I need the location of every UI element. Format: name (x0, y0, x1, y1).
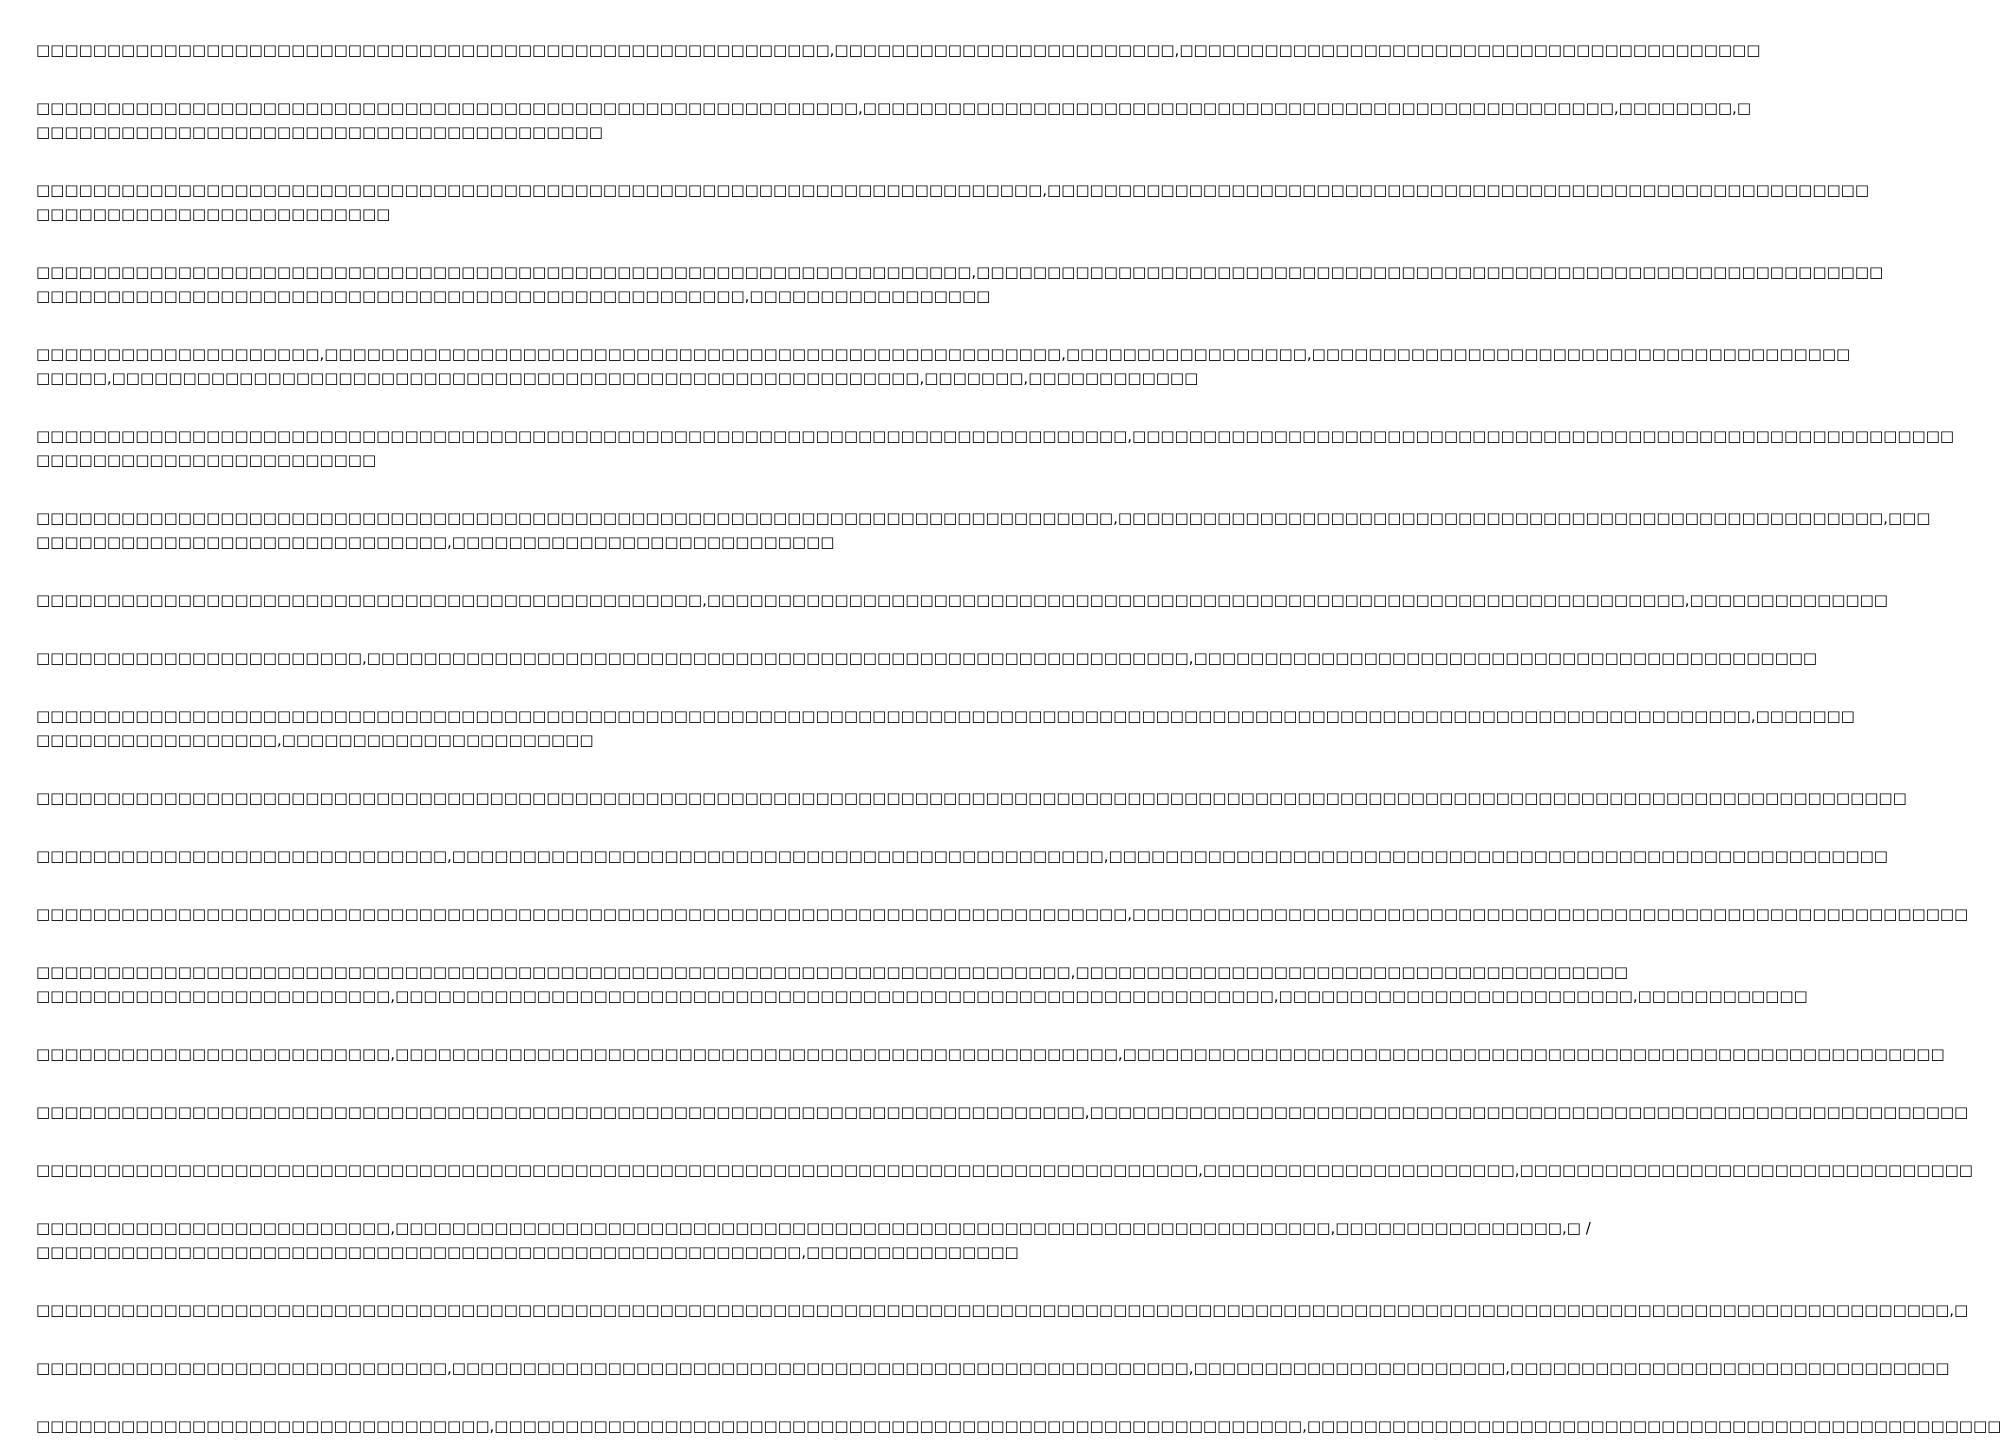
paragraph-8: □□□□□□□□□□□□□□□□□□□□□□□□□□□□□□□□□□□□□□□□□□□□□□□,□□□□□□□□□□□□□□□□□□□□□□□□□□□□□□□□□□□□□□□□□□□□□□□□□□□□□□□□□□□□□□□□□□□□□,□□□□□□□□□□□□□□ (36, 591, 1888, 609)
paragraph-17: □□□□□□□□□□□□□□□□□□□□□□□□□□□□□□□□□□□□□□□□□□□□□□□□□□□□□□□□□□□□□□□□□□□□□□□□□□□□□□□□□□,□□□□□□□□□□□□□□□□□□□□□□,□□□□□□□□□□□□□□□□□□□□□□□□□□□□□□□□ (36, 1161, 1973, 1179)
paragraph-19: □□□□□□□□□□□□□□□□□□□□□□□□□□□□□□□□□□□□□□□□□□□□□□□□□□□□□□□□□□□□□□□□□□□□□□□□□□□□□□□□□□□□□□□□□□□□□□□□□□□□□□□□□□□□□□□□□□□□□□□□□□□□□□□□□□□□□□□,□ (36, 1301, 1969, 1319)
paragraph-16: □□□□□□□□□□□□□□□□□□□□□□□□□□□□□□□□□□□□□□□□□□□□□□□□□□□□□□□□□□□□□□□□□□□□□□□□□□,□□□□□□□□□□□□□□□□□□□□□□□□□□□□□□□□□□□□□□□□□□□□□□□□□□□□□□□□□□□□□□ (36, 1103, 1969, 1121)
paragraph-20: □□□□□□□□□□□□□□□□□□□□□□□□□□□□□,□□□□□□□□□□□□□□□□□□□□□□□□□□□□□□□□□□□□□□□□□□□□□□□□□□□□,□□□□□□□□□□□□□□□□□□□□□□,□□□□□□□□□□□□□□□□□□□□□□□□□□□□□□□ (36, 1359, 1950, 1377)
paragraph-12: □□□□□□□□□□□□□□□□□□□□□□□□□□□□□,□□□□□□□□□□□□□□□□□□□□□□□□□□□□□□□□□□□□□□□□□□□□□□,□□□□□□□□□□□□□□□□□□□□□□□□□□□□□□□□□□□□□□□□□□□□□□□□□□□□□□□ (36, 847, 1888, 865)
document-page (36, 38, 2001, 1438)
paragraph-1: □□□□□□□□□□□□□□□□□□□□□□□□□□□□□□□□□□□□□□□□□□□□□□□□□□□□□□□□,□□□□□□□□□□□□□□□□□□□□□□□□,□□□□□□□□□□□□□□□□□□□□□□□□□□□□□□□□□□□□□□□□□ (36, 41, 1761, 59)
paragraph-18: □□□□□□□□□□□□□□□□□□□□□□□□□,□□□□□□□□□□□□□□□□□□□□□□□□□□□□□□□□□□□□□□□□□□□□□□□□□□□□□□□□□□□□□□□□□□,□□□□□□□□□□□□□□□□,□ / □□□□□□□□□□□□□□□□□□□□□□□□□□□□□□□□□□□□□□□□□□□□□□□□□□□□□□,□□□□□□□□□□□□□□□ (36, 1219, 1591, 1261)
paragraph-2: □□□□□□□□□□□□□□□□□□□□□□□□□□□□□□□□□□□□□□□□□□□□□□□□□□□□□□□□□□,□□□□□□□□□□□□□□□□□□□□□□□□□□□□□□□□□□□□□□□□□□□□□□□□□□□□□,□□□□□□□□,□ □□□□□□□□□□□□□□□□□□□□□□□□□□□□□□□□□□□□□□□□ (36, 99, 1751, 141)
paragraph-9: □□□□□□□□□□□□□□□□□□□□□□□,□□□□□□□□□□□□□□□□□□□□□□□□□□□□□□□□□□□□□□□□□□□□□□□□□□□□□□□□□□,□□□□□□□□□□□□□□□□□□□□□□□□□□□□□□□□□□□□□□□□□□□□ (36, 649, 1818, 667)
paragraph-3: □□□□□□□□□□□□□□□□□□□□□□□□□□□□□□□□□□□□□□□□□□□□□□□□□□□□□□□□□□□□□□□□□□□□□□□,□□□□□□□□□□□□□□□□□□□□□□□□□□□□□□□□□□□□□□□□□□□□□□□□□□□□□□□□□□ □□□□□□□□□□□□□□□□□□□□□□□□□ (36, 181, 1870, 223)
paragraph-14: □□□□□□□□□□□□□□□□□□□□□□□□□□□□□□□□□□□□□□□□□□□□□□□□□□□□□□□□□□□□□□□□□□□□□□□□□,□□□□□□□□□□□□□□□□□□□□□□□□□□□□□□□□□□□□□□□ □□□□□□□□□□□□□□□□□□□□□□□□□,□□□□□□□□□□□□□□□□□□□□□□□□□□□□□□□□□□□□□□□□□□□□□□□□□□□□□□□□□□□□□□,□□□□□□□□□□□□□□□□□□□□□□□□□,□□□□□□□□□□□□ (36, 963, 1808, 1005)
paragraph-11: □□□□□□□□□□□□□□□□□□□□□□□□□□□□□□□□□□□□□□□□□□□□□□□□□□□□□□□□□□□□□□□□□□□□□□□□□□□□□□□□□□□□□□□□□□□□□□□□□□□□□□□□□□□□□□□□□□□□□□□□□□□□□□□□□□□□ (36, 789, 1907, 807)
paragraph-5: □□□□□□□□□□□□□□□□□□□□,□□□□□□□□□□□□□□□□□□□□□□□□□□□□□□□□□□□□□□□□□□□□□□□□□□□□,□□□□□□□□□□□□□□□□□,□□□□□□□□□□□□□□□□□□□□□□□□□□□□□□□□□□□□□□ □□□□□,□□□□□□□□□□□□□□□□□□□□□□□□□□□□□□□□□□□□□□□□□□□□□□□□□□□□□□□□□,□□□□□□□,□□□□□□□□□□□□ (36, 345, 1851, 387)
paragraph-6: □□□□□□□□□□□□□□□□□□□□□□□□□□□□□□□□□□□□□□□□□□□□□□□□□□□□□□□□□□□□□□□□□□□□□□□□□□□□□,□□□□□□□□□□□□□□□□□□□□□□□□□□□□□□□□□□□□□□□□□□□□□□□□□□□□□□□□□□ □□□□□□□□□□□□□□□□□□□□□□□□ (36, 427, 1955, 469)
paragraph-4: □□□□□□□□□□□□□□□□□□□□□□□□□□□□□□□□□□□□□□□□□□□□□□□□□□□□□□□□□□□□□□□□□□,□□□□□□□□□□□□□□□□□□□□□□□□□□□□□□□□□□□□□□□□□□□□□□□□□□□□□□□□□□□□□□□□ □□□□□□□□□□□□□□□□□□□□□□□□□□□□□□□□□□□□□□□□□□□□□□□□□□,□□□□□□□□□□□□□□□□□ (36, 263, 1884, 305)
paragraph-10: □□□□□□□□□□□□□□□□□□□□□□□□□□□□□□□□□□□□□□□□□□□□□□□□□□□□□□□□□□□□□□□□□□□□□□□□□□□□□□□□□□□□□□□□□□□□□□□□□□□□□□□□□□□□□□□□□□□□□□□□□,□□□□□□□ □□□□□□□□□□□□□□□□□,□□□□□□□□□□□□□□□□□□□□□□ (36, 707, 1855, 749)
paragraph-13: □□□□□□□□□□□□□□□□□□□□□□□□□□□□□□□□□□□□□□□□□□□□□□□□□□□□□□□□□□□□□□□□□□□□□□□□□□□□□,□□□□□□□□□□□□□□□□□□□□□□□□□□□□□□□□□□□□□□□□□□□□□□□□□□□□□□□□□□□ (36, 905, 1969, 923)
paragraph-7: □□□□□□□□□□□□□□□□□□□□□□□□□□□□□□□□□□□□□□□□□□□□□□□□□□□□□□□□□□□□□□□□□□□□□□□□□□□□,□□□□□□□□□□□□□□□□□□□□□□□□□□□□□□□□□□□□□□□□□□□□□□□□□□□□□□,□□□ □□□□□□□□□□□□□□□□□□□□□□□□□□□□□,□□□□□□□□□□□□□□□□□□□□□□□□□□□ (36, 509, 1931, 551)
paragraph-15: □□□□□□□□□□□□□□□□□□□□□□□□□,□□□□□□□□□□□□□□□□□□□□□□□□□□□□□□□□□□□□□□□□□□□□□□□□□□□,□□□□□□□□□□□□□□□□□□□□□□□□□□□□□□□□□□□□□□□□□□□□□□□□□□□□□□□□□□ (36, 1045, 1945, 1063)
paragraph-21: □□□□□□□□□□□□□□□□□□□□□□□□□□□□□□□□,□□□□□□□□□□□□□□□□□□□□□□□□□□□□□□□□□□□□□□□□□□□□□□□□□□□□□□□□□,□□□□□□□□□□□□□□□□□□□□□□□□□□□□□□□□□□□□□□□□□□□□□□□□□ (36, 1417, 2001, 1435)
